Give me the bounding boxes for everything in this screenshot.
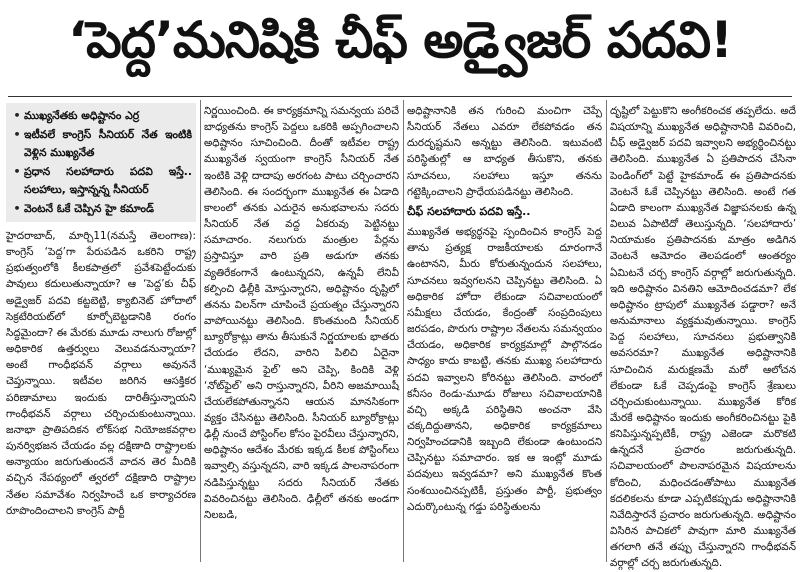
highlight-text: ప్రధాన సలహాదారు పదవి ఇస్తే.. సలహాలు, ఇస్తాన్నన్న సీనియర్ <box>24 164 192 196</box>
highlight-item <box>10 163 192 200</box>
bullet-icon: • <box>13 164 21 178</box>
bullet-icon: • <box>13 127 21 141</box>
body-paragraph: హైదరాబాద్, మార్చి11(నమస్తే తెలంగాణ): కాంగ్రెస్ ‘పెద్ద’గా పేరుపడిన ఒకరిని రాష్ట్ర ప్రభుత్వంలోకి కీలకపాత్రలో ప్రవేశపెట్టేందుకు పావులు కదులుతున్నాయా? ఆ ‘పెద్ద’కు చీఫ్ అడ్వైజర్ పదవి కట్టబెట్టి, క్యాబినెట్ హోదాలో సెక్రటేరియట్‌లో కూర్చోబెట్టడానికి రంగం సిద్ధమైందా? ఈ మేరకు మూడు నాలుగు రోజుల్లో అధికారిక ఉత్తర్వులు వెలువడనున్నాయా? అంటే గాంధీభవన్ వర్గాలు అవుననే చెప్తున్నాయి. ఇటీవల జరిగిన ఆసక్తికర పరిణామాలు ఇందుకు దారితీస్తున్నాయని గాంధీభవన్ వర్గాలు చర్చించుకుంటున్నాయి. జనాభా ప్రాతిపదికన లోక్‌సభ నియోజకవర్గాల పునర్విభజన చేయడం వల్ల దక్షిణాది రాష్ట్రాలకు అన్యాయం జరుగుతుందనే వాదన తెర మీదికి వచ్చిన నేపథ్యంలో త్వరలో దక్షిణాది రాష్ట్రాల నేతల సమావేశం నిర్వహించే ఒక కార్యాచరణ రూపొందించాలని కాంగ్రెస్ పార్టీ <box>6 230 196 517</box>
highlight-text: ముఖ్యనేతకు అధిష్టానం ఎర్ర <box>24 109 140 122</box>
column-divider <box>606 100 607 562</box>
highlight-item <box>10 107 192 126</box>
headline: ‘పెద్ద’మనిషికి చీఫ్ అడ్వైజర్ పదవి! <box>68 10 732 69</box>
highlight-text: వెంటనే ఓకే చెప్పిన హై కమాండ్ <box>24 201 155 215</box>
subheading: చీఫ్ సలహాదారు పదవి ఇస్తే.. <box>407 204 531 218</box>
column-2 <box>204 103 399 523</box>
headline-rule <box>8 96 792 97</box>
body-paragraph: అధిష్టానానికి తన గురించి మంచిగా చెప్పే సీనియర్ నేతలు ఎవరూ లేకపోవడం తన దురదృష్టమని అన్నట్టు తెలిసింది. ఇటువంటి పరిస్థితుల్లో ఆ బాధ్యత తీసుకొని, తనకు సూచనలు, సలహాలు ఇస్తూ తనను గట్టెక్కించాలని ప్రాధేయపడినట్టు తెలిసింది. <box>407 105 602 198</box>
column-divider <box>200 100 201 562</box>
column-4 <box>610 103 796 572</box>
body-paragraph: ముఖ్యనేత అభ్యర్థనపై స్పందించిన కాంగ్రెస్ పెద్ద తాను ప్రత్యక్ష రాజకీయాలకు దూరంగానే ఉంటానని, మీరు కోరుతున్నందున సలహాలు, సూచనలు ఇవ్వగలనని చెప్పినట్టు తెలిసింది. ఏ అధికారిక హోదా లేకుండా సచివాలయంలో సమీక్షలు చేయడం, కేంద్రంతో సంప్రదింపులు జరపడం, పొరుగు రాష్ట్రాల నేతలను సమన్వయం చేయడం, అధికారిక కార్యక్రమాల్లో పాల్గొనడం సాధ్యం కాదు కాబట్టి, తనకు ముఖ్య సలహాదారు పదవి ఇవ్వాలని కోరినట్టు తెలిసింది. వారంలో కనీసం రెండు-మూడు రోజులు సచివాలయానికి వచ్చి అక్కడి పరిస్థితిని అంచనా వేసి చక్కదిద్దుతానని, అధికారిక కార్యక్రమాలు నిర్వహించడానికి ఇబ్బంది లేకుండా ఉంటుందని చెప్పినట్టు సమాచారం. ఇక ఆ ఇంట్లో మూడు పదవులు ఇవ్వడమా? అని ముఖ్యనేత కొంత సంశయించినప్పటికీ, ప్రస్తుతం పార్టీ, ప్రభుత్వం ఎదుర్కొంటున్న గడ్డు పరిస్థితులను <box>407 226 603 513</box>
column-divider <box>403 100 404 562</box>
body-paragraph: దృష్టిలో పెట్టుకొని అంగీకరించక తప్పలేదు. అదే విషయాన్ని ముఖ్యనేత అధిష్టానానికి వివరించి, చీఫ్ అడ్వైజర్ పదవి ఇవ్వాలని అభ్యర్థించినట్టు తెలిసింది. ముఖ్యనేత ఏ ప్రతిపాదన చేసినా పెండింగ్‌లో పెట్టే హైకమాండ్ ఈ ప్రతిపాదనకు వెంటనే ఓకే చెప్పినట్టు తెలిసింది. అంటే గత ఏడాది కాలంగా ముఖ్యనేత విజ్ఞాపనలకు ఉన్న విలువ ఏపాటిదో తెలుస్తున్నది. ‘సలహాదారు’ నియామకం ప్రతిపాదనకు మాత్రం అడిగిన వెంటనే ఆమోదం తెలపడంలో ఆంతర్యం ఏమిటనే చర్చ కాంగ్రెస్ వర్గాల్లో జరుగుతున్నది. ఇది అధిష్టానం వినతిని ఆమోదించడమా? లేక అధిష్టానం ట్రాపులో ముఖ్యనేత పడ్డారా? అనే అనుమానాలు వ్యక్తమవుతున్నాయి. కాంగ్రెస్ పెద్ద సలహాలు, సూచనలు ప్రభుత్వానికి అవసరమా? ముఖ్యనేత అధిష్టానానికి సూచించిన మరుక్షణమే మరో ఆలోచన లేకుండా ఓకే చెప్పడంపై కాంగ్రెస్ శ్రేణులు చర్చించుకుంటున్నాయి. ముఖ్యనేత కోరిక మేరకే అధిష్టానం ఇందుకు అంగీకరించినట్టు పైకి కనిపిస్తున్నప్పటికీ, రాష్ట్ర ఎజెండా మరొకటి ఉన్నదనే ప్రచారం జరుగుతున్నది. సచివాలయంలో పాలనాపరమైన విషయాలను కోదించి, మధించడంతోపాటు ముఖ్యనేత కదలికలను కూడా ఎప్పటికప్పుడు అధిష్టానానికి నివేదిస్తారనే ప్రచారం జరుగుతున్నది. అధిష్టానం విసిరిన పాచికలో పావుగా మారి ముఖ్యనేత తగలాగి తనే తప్పు చేస్తున్నారని గాంధీభవన్ వర్గాల్లో చర్చ జరుగుతున్నది. <box>610 105 796 570</box>
highlight-item <box>10 200 192 219</box>
column-3 <box>407 103 602 515</box>
bullet-icon: • <box>13 201 21 215</box>
bullet-icon: • <box>13 109 21 122</box>
column-1 <box>6 103 196 519</box>
highlights-box <box>6 103 196 222</box>
highlight-text: ఇటీవలే కాంగ్రెస్ సీనియర్ నేత ఇంటికి వెళ్లిన ముఖ్యనేత <box>24 127 192 159</box>
body-paragraph: నిర్ణయించింది. ఈ కార్యక్రమాన్ని సమన్వయ పరిచే బాధ్యతను కాంగ్రెస్ పెద్దలు ఒకరికి అప్పగించాలని అధిష్టానం సూచించింది. దీంతో ఇటీవల రాష్ట్ర ముఖ్యనేత స్వయంగా కాంగ్రెస్ సీనియర్ నేత ఇంటికి వెళ్లి దాదాపు అరగంట పాటు చర్చించారని తెలిసింది. ఈ సందర్భంగా ముఖ్యనేత ఈ ఏడాది కాలంలో తనకు ఎదురైన అనుభవాలను సదరు సీనియర్ నేత వద్ద ఏకరువు పెట్టినట్టు సమాచారం. నలుగురు మంత్రుల పేర్లను ప్రస్తావిస్తూ వారి ప్రతి అడుగూ తనకు వ్యతిరేకంగానే ఉంటున్నదని, ఉన్నవీ లేనివీ కల్పించి ఢిల్లీకి మోస్తున్నారని, అధిష్టానం దృష్టిలో తనను విలన్‌గా చూపించే ప్రయత్నం చేస్తున్నారని వాపోయినట్టు తెలిసింది. కొంతమంది సీనియర్ బ్యూరోక్రాట్లు తాను తీసుకునే నిర్ణయాలకు భాతరు చేయడం లేదని, వారిని పిలిచి ఏదైనా ‘ముఖ్యమైన ఫైల్’ అని చెప్పి, కిందికి వెళ్లి ‘నోట్‌ఫైల్’ అని రాస్తున్నారని, వీరిని అజమాయిషీ చేయలేకపోతున్నానని ఆయన మానసికంగా వ్యక్తం చేసినట్టు తెలిసింది. సీనియర్ బ్యూరోక్రాట్లు ఢిల్లీ నుంచే పోస్టింగ్‌ల కోసం పైరవీలు చేస్తున్నారని, అధిష్టానం ఆదేశం మేరకు ఇక్కడ కీలక పోస్టింగ్‌లు ఇవ్వాల్సి వస్తున్నదని, వారి ఇక్కడ పాలనాపరంగా నడిపిస్తున్నట్టు సదరు సీనియర్ నేతకు వివరించినట్టు తెలిసింది. ఢిల్లీలో తనకు అండగా నిలబడి, <box>204 105 399 521</box>
highlight-item <box>10 126 192 163</box>
